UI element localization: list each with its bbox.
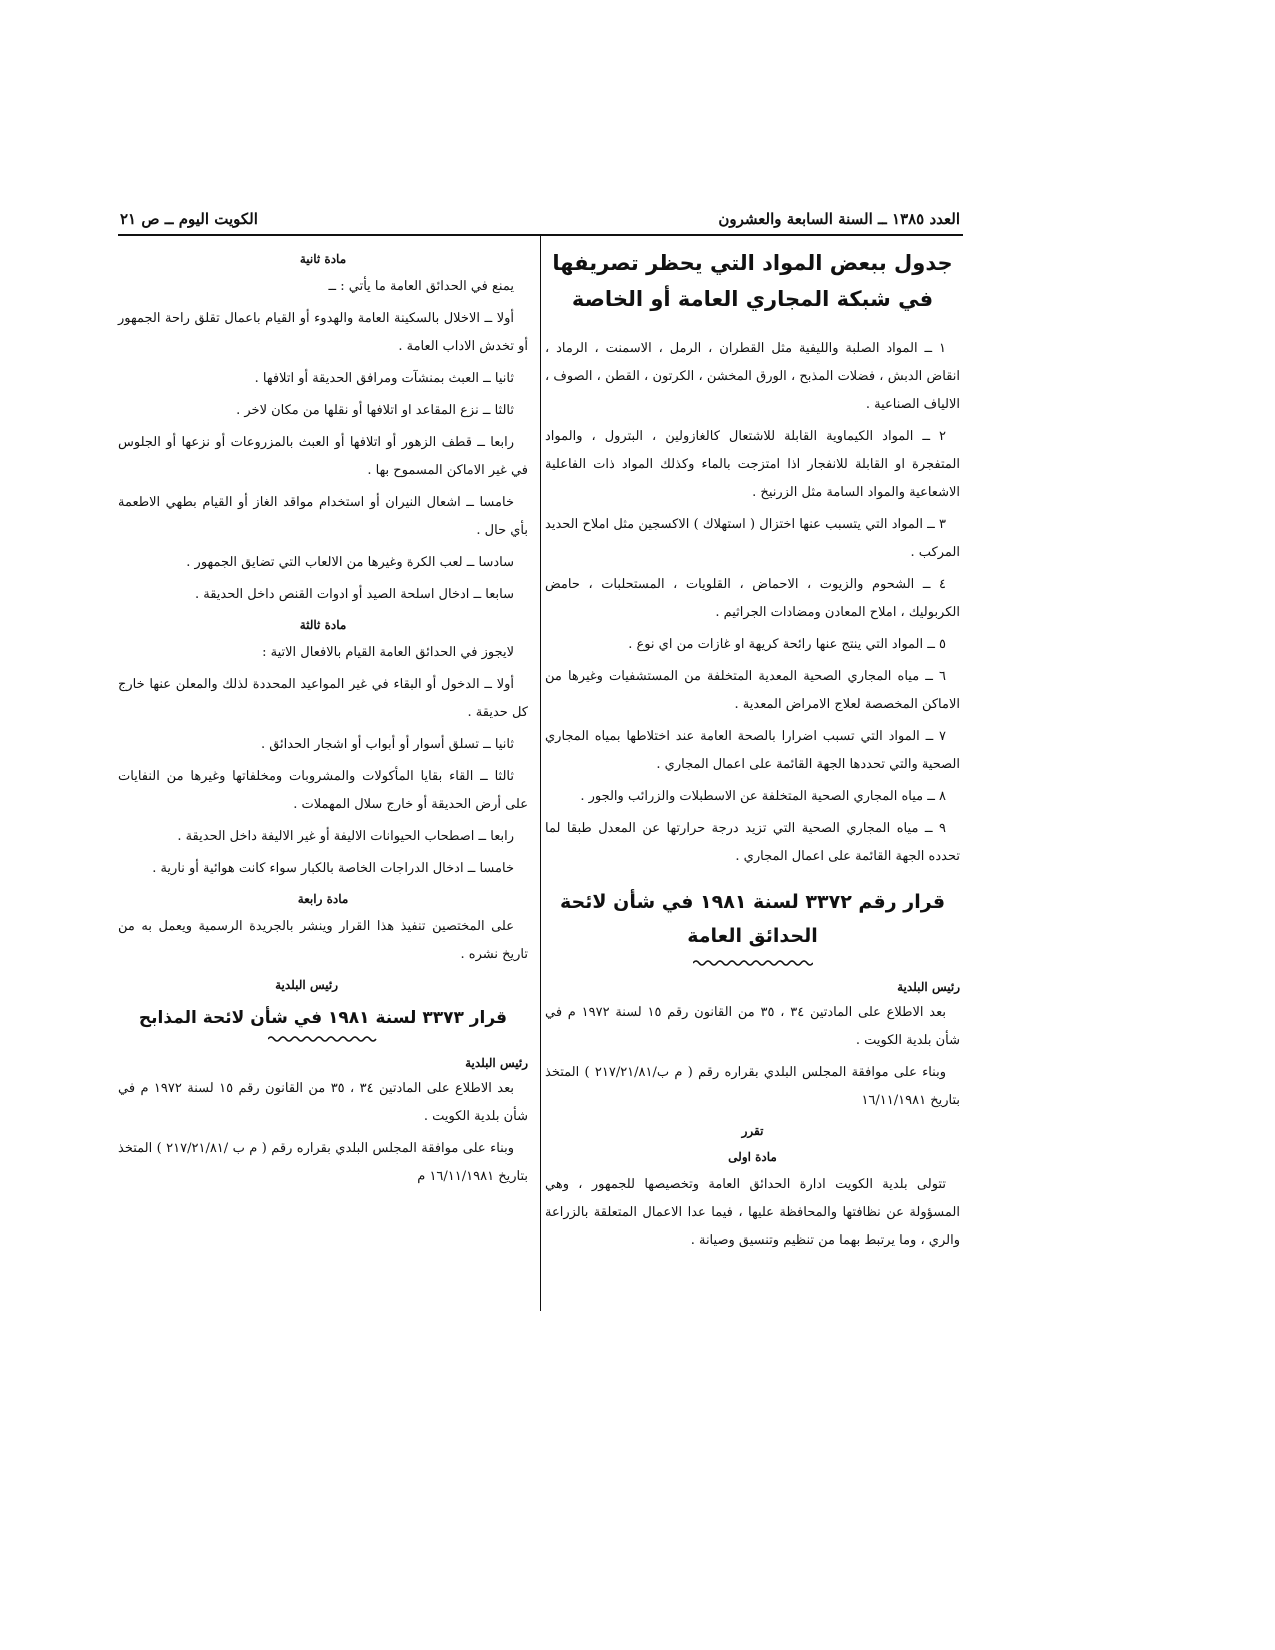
article-text: تتولى بلدية الكويت ادارة الحدائق العامة وتخصيصها للجمهور ، وهي المسؤولة عن نظافتها والمحافظة عليها ، فيما عدا الاعمال المتعلقة بالزراعة والري ، وما يرتبط بهما من تنظيم وتنسيق وصيانة .: [545, 1177, 960, 1248]
preamble: بعد الاطلاع على المادتين ٣٤ ، ٣٥ من القانون رقم ١٥ لسنة ١٩٧٢ م في شأن بلدية الكويت .: [545, 1005, 960, 1048]
list-item: ثانيا ــ تسلق أسوار أو أبواب أو اشجار الحدائق .: [260, 737, 514, 752]
list-item: ٥ ــ المواد التي ينتج عنها رائحة كريهة او غازات من اي نوع .: [628, 637, 946, 652]
list-item: ١ ــ المواد الصلبة والليفية مثل القطران ، الرمل ، الاسمنت ، الرماد ، انقاض الدبش ، فضلات المذبح ، الورق المخشن ، الكرتون ، القطن ، الصوف ، الالياف الصناعية .: [545, 341, 960, 412]
list-item: ثالثا ــ القاء بقايا المأكولات والمشروبات ومخلفاتها وغيرها من النفايات على أرض الحديقة أو خارج سلال المهملات .: [118, 769, 528, 812]
list-item: ٤ ــ الشحوم والزيوت ، الاحماض ، القلويات ، المستحلبات ، حامض الكربوليك ، املاح المعادن ومضادات الجراثيم .: [545, 577, 960, 620]
page-header: [120, 210, 960, 232]
preamble: وبناء على موافقة المجلس البلدي بقراره رقم ( م ب /٢١٧/٢١/٨١ ) المتخذ بتاريخ ١٦/١١/١٩٨١ م: [118, 1141, 528, 1184]
decree-title: قرار رقم ٣٣٧٢ لسنة ١٩٨١ في شأن لائحة الحدائق العامة: [559, 891, 946, 947]
decides-heading: تقرر: [741, 1124, 764, 1138]
article-title: مادة ثالثة: [299, 618, 347, 632]
list-item: ثالثا ــ نزع المقاعد او اتلافها أو نقلها من مكان لاخر .: [236, 403, 514, 418]
list-item: ٣ ــ المواد التي يتسبب عنها اختزال ( استهلاك ) الاكسجين مثل املاح الحديد المركب .: [545, 517, 960, 560]
preamble: بعد الاطلاع على المادتين ٣٤ ، ٣٥ من القانون رقم ١٥ لسنة ١٩٧٢ م في شأن بلدية الكويت .: [118, 1081, 528, 1124]
decorative-squiggle: [693, 959, 813, 967]
signatory: رئيس البلدية: [897, 980, 960, 994]
column-divider: [540, 236, 541, 1311]
article-intro: لايجوز في الحدائق العامة القيام بالافعال الاتية :: [262, 645, 514, 660]
list-item: رابعا ــ اصطحاب الحيوانات الاليفة أو غير الاليفة داخل الحديقة .: [177, 829, 514, 844]
list-item: ٨ ــ مياه المجاري الصحية المتخلفة عن الاسطبلات والزرائب والجور .: [580, 789, 946, 804]
left-column: [118, 245, 528, 1195]
article-title: مادة اولى: [728, 1150, 777, 1164]
list-item: ٦ ــ مياه المجاري الصحية المعدية المتخلفة من المستشفيات وغيرها من الاماكن المخصصة لعلاج الامراض المعدية .: [545, 669, 960, 712]
list-item: خامسا ــ ادخال الدراجات الخاصة بالكبار سواء كانت هوائية أو نارية .: [152, 861, 514, 876]
list-item: سادسا ــ لعب الكرة وغيرها من الالعاب التي تضايق الجمهور .: [186, 555, 514, 570]
article-title: مادة ثانية: [299, 252, 347, 266]
list-item: سابعا ــ ادخال اسلحة الصيد أو ادوات القنص داخل الحديقة .: [194, 587, 514, 602]
list-item: ٩ ــ مياه المجاري الصحية التي تزيد درجة حرارتها عن المعدل طبقا لما تحدده الجهة القائمة على اعمال المجاري .: [545, 821, 960, 864]
list-item: أولا ــ الدخول أو البقاء في غير المواعيد المحددة لذلك والمعلن عنها خارج كل حديقة .: [118, 677, 528, 720]
signatory: رئيس البلدية: [275, 978, 338, 992]
list-item: خامسا ــ اشعال النيران أو استخدام مواقد الغاز أو القيام بطهي الاطعمة بأي حال .: [118, 495, 528, 538]
publication-page: الكويت اليوم ــ ص ٢١: [120, 210, 258, 228]
list-item: ثانيا ــ العبث بمنشآت ومرافق الحديقة أو اتلافها .: [254, 371, 514, 386]
list-item: ٧ ــ المواد التي تسبب اضرارا بالصحة العامة عند اختلاطها بمياه المجاري الصحية والتي تحددها الجهة القائمة على اعمال المجاري .: [545, 729, 960, 772]
article-title: مادة رابعة: [297, 892, 349, 906]
list-item: أولا ــ الاخلال بالسكينة العامة والهدوء أو القيام باعمال تقلق راحة الجمهور أو تخدش الاداب العامة .: [118, 311, 528, 354]
list-item: ٢ ــ المواد الكيماوية القابلة للاشتعال كالغازولين ، البترول ، والمواد المتفجرة او القابلة للانفجار اذا امتزجت بالماء وكذلك المواد ذات الفاعلية الاشعاعية والمواد السامة مثل الزرنيخ .: [545, 429, 960, 500]
decorative-squiggle: [268, 1035, 378, 1043]
table-title: جدول ببعض المواد التي يحظر تصريفها في شبكة المجاري العامة أو الخاصة: [552, 251, 953, 311]
issue-number: العدد ١٣٨٥ ــ السنة السابعة والعشرون: [718, 210, 960, 228]
list-item: رابعا ــ قطف الزهور أو اتلافها أو العبث بالمزروعات أو نزعها أو الجلوس في غير الاماكن المسموح بها .: [118, 435, 528, 478]
signatory: رئيس البلدية: [465, 1056, 528, 1070]
decree-title: قرار ٣٣٧٣ لسنة ١٩٨١ في شأن لائحة المذابح: [138, 1008, 508, 1028]
right-column: [545, 245, 960, 1259]
article-text: على المختصين تنفيذ هذا القرار وينشر بالجريدة الرسمية ويعمل به من تاريخ نشره .: [118, 919, 528, 962]
preamble: وبناء على موافقة المجلس البلدي بقراره رقم ( م ب/٢١٧/٢١/٨١ ) المتخذ بتاريخ ١٦/١١/١٩٨١: [545, 1065, 960, 1108]
article-intro: يمنع في الحدائق العامة ما يأتي : ــ: [328, 279, 514, 294]
